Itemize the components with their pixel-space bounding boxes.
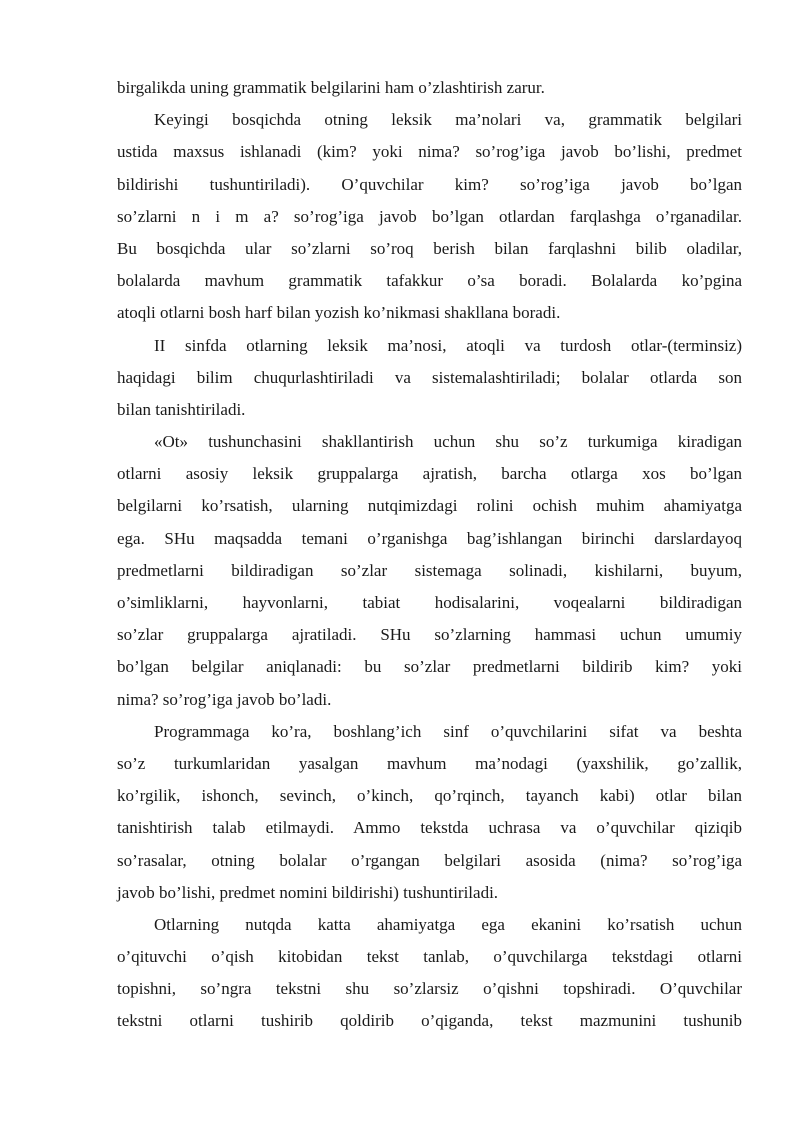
text-line: ega. SHu maqsadda temani o’rganishga bag’ishlangan birinchi darslardayoq (117, 528, 742, 548)
text-line: ustida maxsus ishlanadi (kim? yoki nima? so’rog’iga javob bo’lishi, predmet (117, 142, 742, 162)
text-line: bildirishi tushuntiriladi). O’quvchilar kim? so’rog’iga javob bo’lgan (117, 174, 742, 194)
text-line: so’z turkumlaridan yasalgan mavhum ma’nodagi (yaxshilik, go’zallik, (117, 753, 742, 773)
text-line: belgilarni ko’rsatish, ularning nutqimizdagi rolini ochish muhim ahamiyatga (117, 496, 742, 516)
text-line: birgalikda uning grammatik belgilarini ham o’zlashtirish zarur. (117, 78, 545, 97)
text-line: bilan tanishtiriladi. (117, 399, 246, 419)
text-line: Keyingi bosqichda otning leksik ma’nolari va, grammatik belgilari (154, 110, 742, 130)
text-line: haqidagi bilim chuqurlashtiriladi va sistemalashtiriladi; bolalar otlarda son (117, 367, 742, 387)
text-line: o’qituvchi o’qish kitobidan tekst tanlab, o’quvchilarga tekstdagi otlarni (117, 947, 742, 967)
text-line: bo’lgan belgilar aniqlanadi: bu so’zlar predmetlarni bildirib kim? yoki (117, 657, 742, 677)
text-line: Programmaga ko’ra, boshlang’ich sinf o’quvchilarini sifat va beshta (154, 721, 742, 741)
text-line: tekstni otlarni tushirib qoldirib o’qiganda, tekst mazmunini tushunib (117, 1011, 742, 1031)
text-line: javob bo’lishi, predmet nomini bildirishi) tushuntiriladi. (117, 882, 499, 902)
text-line: so’zlarni n i m a? so’rog’iga javob bo’lgan otlardan farqlashga o’rganadilar. (117, 206, 742, 226)
text-line: predmetlarni bildiradigan so’zlar sistemaga solinadi, kishilarni, buyum, (117, 560, 742, 580)
text-line: otlarni asosiy leksik gruppalarga ajratish, barcha otlarga xos bo’lgan (117, 464, 742, 484)
text-line: II sinfda otlarning leksik ma’nosi, atoqli va turdosh otlar-(terminsiz) (154, 335, 742, 355)
text-line: ko’rgilik, ishonch, sevinch, o’kinch, qo’rqinch, tayanch kabi) otlar bilan (117, 786, 742, 806)
text-line: «Ot» tushunchasini shakllantirish uchun shu so’z turkumiga kiradigan (154, 432, 742, 452)
text-line: so’zlar gruppalarga ajratiladi. SHu so’zlarning hammasi uchun umumiy (117, 625, 742, 645)
text-line: Otlarning nutqda katta ahamiyatga ega ekanini ko’rsatish uchun (154, 914, 742, 934)
text-line: o’simliklarni, hayvonlarni, tabiat hodisalarini, voqealarni bildiradigan (117, 593, 742, 612)
text-line: nima? so’rog’iga javob bo’ladi. (117, 689, 332, 709)
document-page (117, 72, 742, 1038)
text-line: Bu bosqichda ular so’zlarni so’roq berish bilan farqlashni bilib oladilar, (117, 238, 742, 258)
text-line: atoqli otlarni bosh harf bilan yozish ko’nikmasi shakllana boradi. (117, 303, 561, 323)
text-line: bolalarda mavhum grammatik tafakkur o’sa boradi. Bolalarda ko’pgina (117, 271, 742, 291)
text-line: so’rasalar, otning bolalar o’rgangan belgilari asosida (nima? so’rog’iga (117, 850, 742, 870)
text-line: tanishtirish talab etilmaydi. Ammo tekstda uchrasa va o’quvchilar qiziqib (117, 818, 742, 838)
text-line: topishni, so’ngra tekstni shu so’zlarsiz o’qishni topshiradi. O’quvchilar (117, 979, 742, 999)
